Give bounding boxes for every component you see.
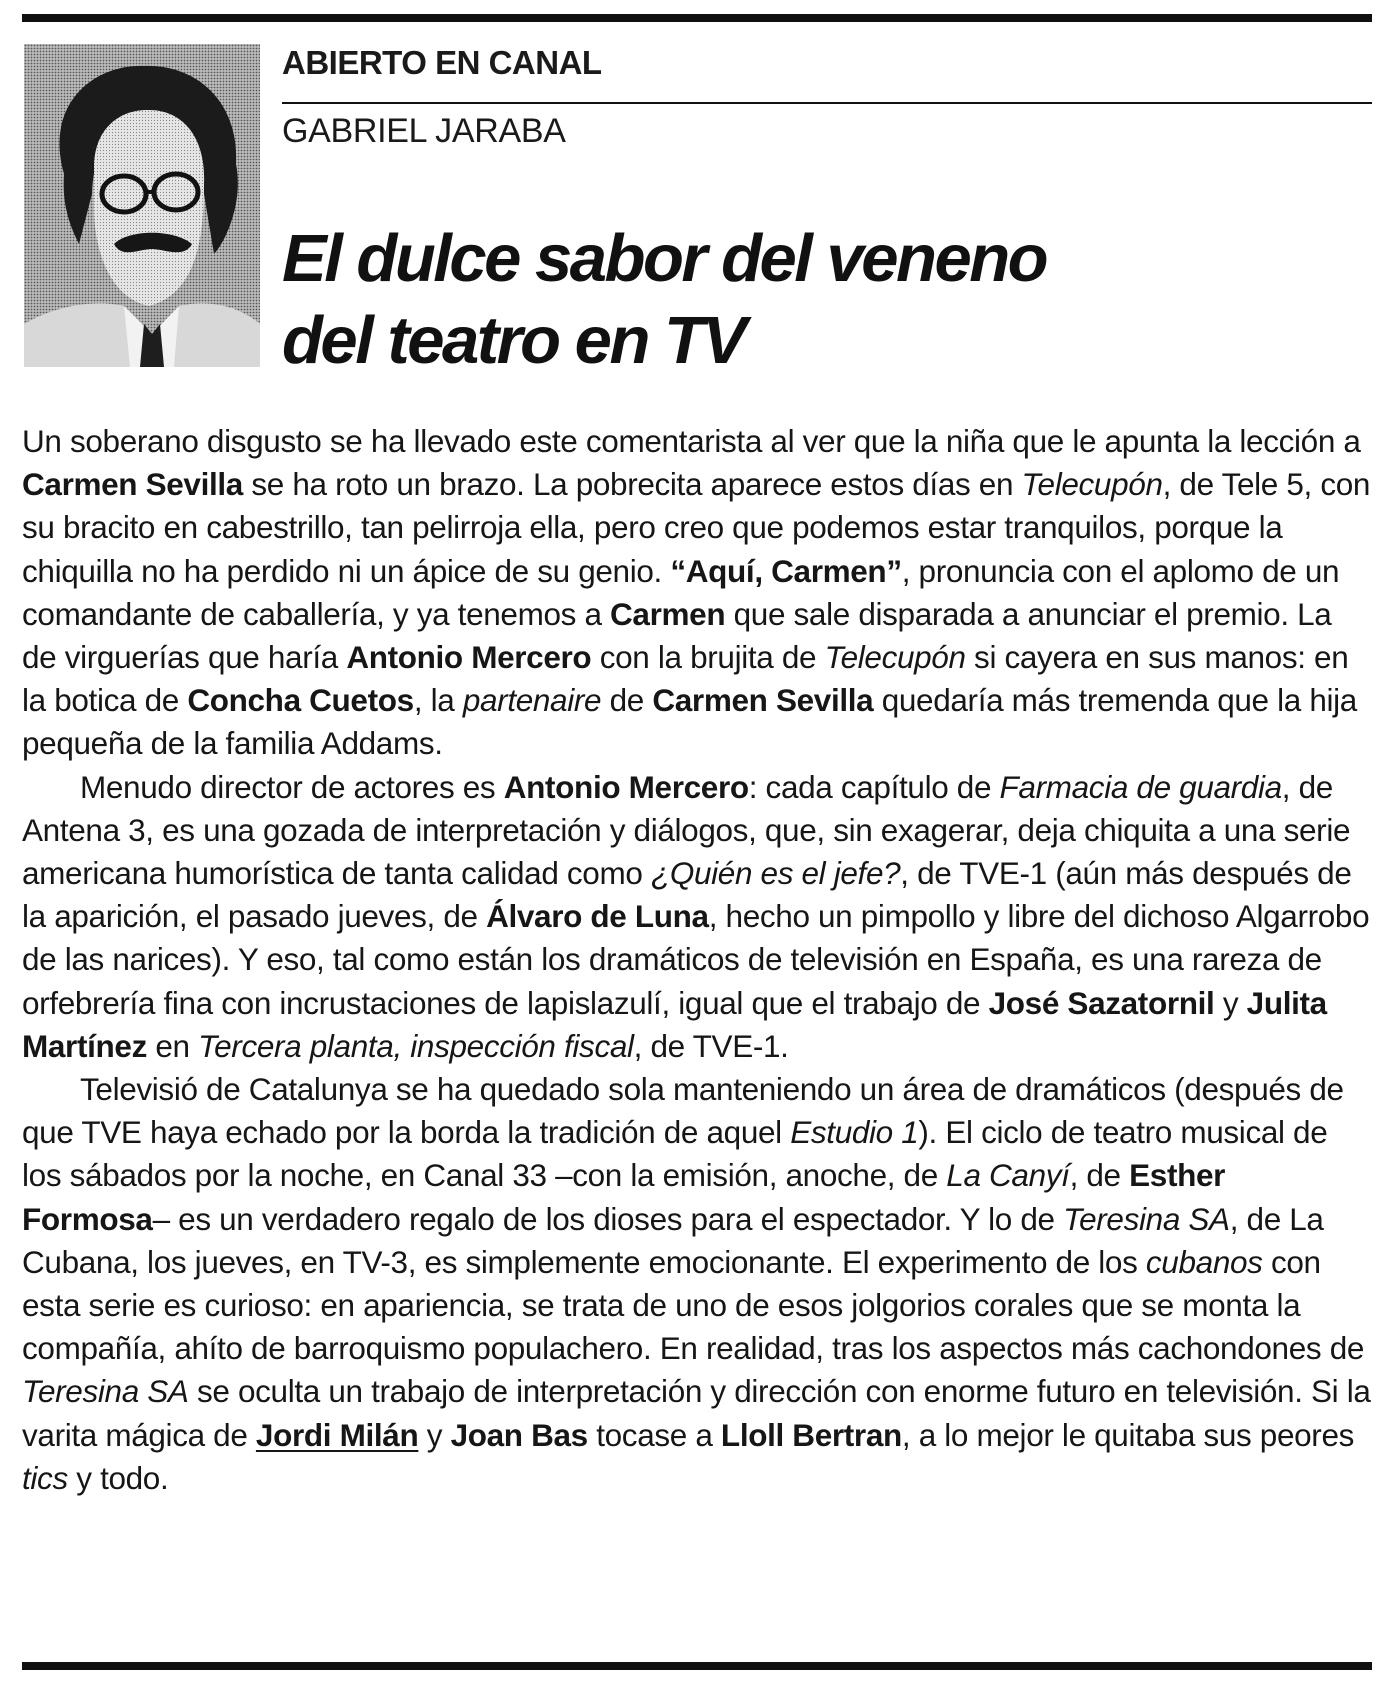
text-run: tocase a	[587, 1416, 721, 1453]
italic-title: La Canyí	[946, 1157, 1070, 1194]
headline	[282, 218, 1362, 382]
text-run: , de Tele 5, con su bracito en cabestrillo, tan pelirroja ella, pero creo que podemos estar tranquilos, porque la chiquilla no ha perdido ni un ápice de su genio.	[22, 466, 1371, 589]
italic-title: ¿Quién es el jefe?	[650, 855, 901, 892]
bold-name: Carmen Sevilla	[22, 466, 243, 503]
bottom-rule	[22, 1662, 1372, 1670]
bold-name: Joan Bas	[450, 1416, 588, 1453]
text-run: y	[1214, 984, 1247, 1021]
bold-name: Esther Formosa	[22, 1157, 1226, 1237]
text-run: Un soberano disgusto se ha llevado este comentarista al ver que la niña que le apunta la lección a	[22, 423, 1361, 459]
bold-name: Álvaro de Luna	[486, 898, 709, 935]
headline-line-2: del teatro en TV	[282, 303, 745, 378]
bold-name: Julita Martínez	[22, 984, 1327, 1064]
text-run: que sale disparada a anunciar el premio. La de virguerías que haría	[22, 595, 1332, 676]
author-portrait-photo-icon	[24, 44, 260, 367]
bold-name: Lloll Bertran	[720, 1416, 902, 1453]
italic-title: partenaire	[462, 682, 602, 719]
bold-name: Jordi Milán	[255, 1416, 419, 1453]
article-paragraph	[22, 1068, 1374, 1500]
italic-title: Estudio 1	[790, 1114, 919, 1151]
text-run: y	[418, 1416, 451, 1453]
bold-name: Concha Cuetos	[187, 682, 414, 719]
text-run: , de Antena 3, es una gozada de interpretación y diálogos, que, sin exagerar, deja chiquita a una serie americana humorística de tanta calidad como	[22, 768, 1351, 892]
section-title: ABIERTO EN CANAL	[282, 44, 602, 81]
italic-title: Teresina SA	[22, 1373, 189, 1410]
text-run: : cada capítulo de	[748, 768, 1000, 805]
author-divider	[282, 102, 1372, 104]
italic-title: tics	[22, 1459, 68, 1496]
text-run: en	[146, 1027, 199, 1064]
author-name: GABRIEL JARABA	[282, 112, 566, 150]
text-run: ). El ciclo de teatro musical de los sábados por la noche, en Canal 33 –con la emisión, anoche, de	[22, 1114, 1328, 1194]
bold-name: Carmen Sevilla	[652, 682, 874, 719]
article-body	[22, 420, 1374, 1500]
bold-name: Carmen	[610, 595, 726, 632]
article-paragraph	[22, 420, 1374, 766]
italic-title: cubanos	[1145, 1243, 1263, 1280]
italic-title: Farmacia de guardia	[999, 768, 1282, 805]
text-run: , de TVE-1 (aún más después de la aparición, el pasado jueves, de	[22, 855, 1352, 935]
text-run: con esta serie es curioso: en apariencia, se trata de uno de esos jolgorios corales que se monta la compañía, ahíto de barroquismo populachero. En realidad, tras los aspectos más cachondones de	[22, 1243, 1365, 1367]
text-run: se ha roto un brazo. La pobrecita aparece estos días en	[242, 466, 1022, 503]
bold-name: José Sazatornil	[988, 984, 1215, 1021]
text-run: se oculta un trabajo de interpretación y dirección con enorme futuro en televisión. Si la varita mágica de	[22, 1373, 1371, 1453]
text-run: quedaría más tremenda que la hija pequeña de la familia Addams.	[22, 682, 1357, 762]
text-run: Televisió de Catalunya se ha quedado sola manteniendo un área de dramáticos (después de que TVE haya echado por la borda la tradición de aquel	[22, 1071, 1344, 1151]
text-run: si cayera en sus manos: en la botica de	[22, 639, 1349, 719]
italic-title: Telecupón	[824, 639, 966, 676]
text-run: – es un verdadero regalo de los dioses para el espectador. Y lo de	[152, 1200, 1064, 1237]
bold-name: “Aquí, Carmen”	[670, 552, 902, 589]
text-run: , de TVE-1.	[633, 1027, 789, 1064]
top-rule	[22, 14, 1372, 22]
article-paragraph	[22, 766, 1374, 1068]
text-run: con la brujita de	[591, 639, 825, 676]
text-run: Menudo director de actores es	[80, 768, 504, 805]
bold-name: Antonio Mercero	[346, 639, 592, 676]
text-run: , la	[413, 682, 463, 719]
italic-title: Tercera planta, inspección fiscal	[198, 1027, 634, 1064]
author-photo	[24, 44, 260, 367]
text-run: , pronuncia con el aplomo de un comandante de caballería, y ya tenemos a	[22, 552, 1340, 632]
italic-title: Telecupón	[1021, 466, 1163, 503]
text-run: de	[601, 682, 653, 719]
text-run: , a lo mejor le quitaba sus peores	[901, 1416, 1355, 1453]
text-run: , de La Cubana, los jueves, en TV-3, es simplemente emocionante. El experimento de los	[22, 1200, 1324, 1280]
text-run: , de	[1069, 1157, 1130, 1194]
italic-title: Teresina SA	[1063, 1200, 1230, 1237]
bold-name: Antonio Mercero	[503, 768, 749, 805]
headline-line-1: El dulce sabor del veneno	[282, 221, 1047, 296]
text-run: , hecho un pimpollo y libre del dichoso Algarrobo de las narices). Y eso, tal como están los dramáticos de televisión en España, es una rareza de orfebrería fina con incrustaciones de lapislazulí, igual que el trabajo de	[22, 898, 1370, 1021]
text-run: y todo.	[67, 1459, 169, 1496]
